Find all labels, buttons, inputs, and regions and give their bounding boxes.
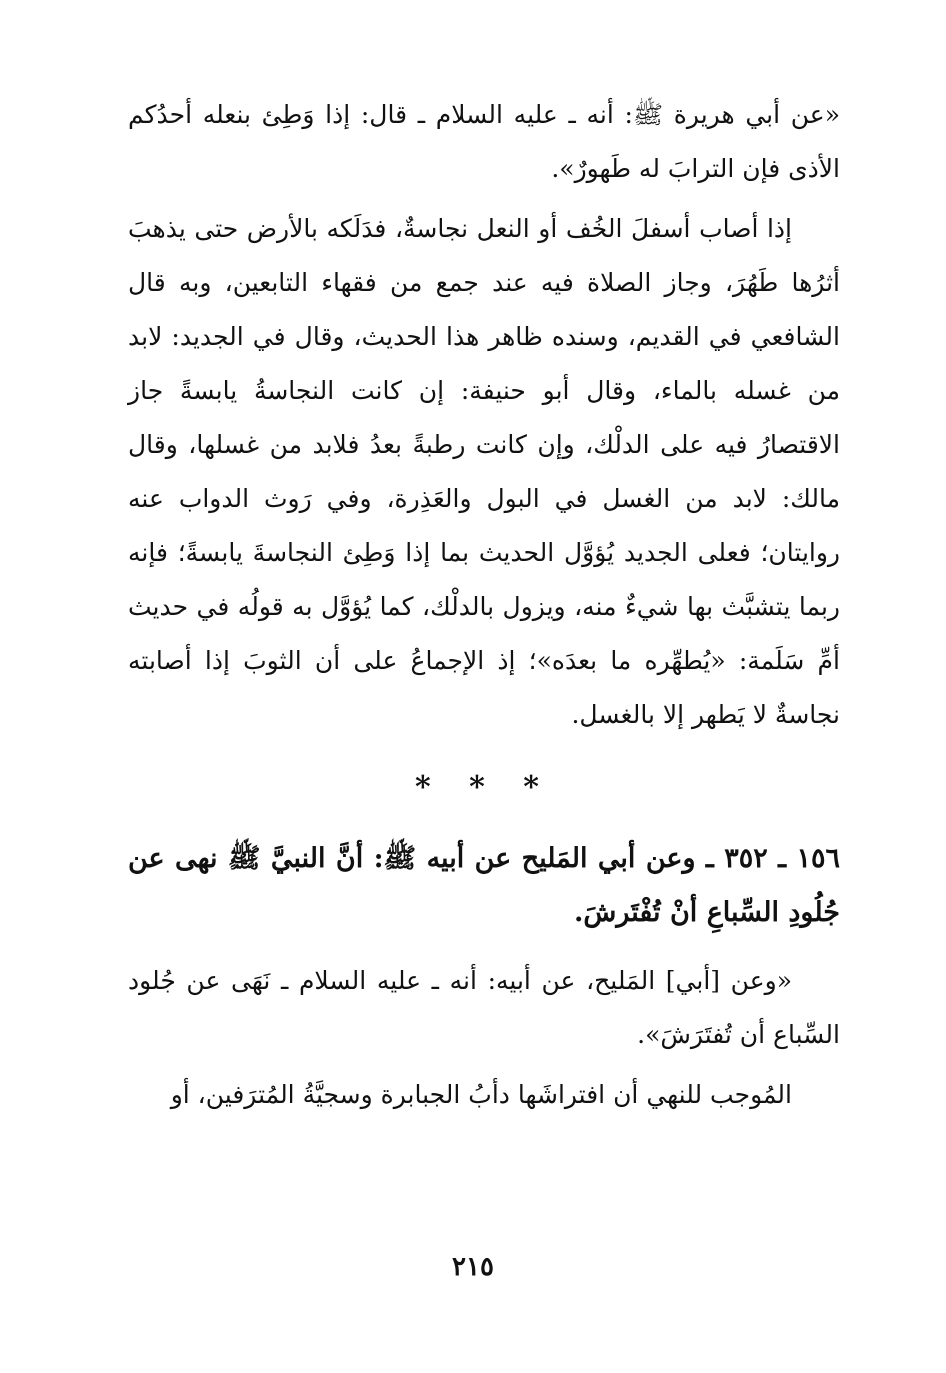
commentary-paragraph-2: المُوجب للنهي أن افتراشَها دأبُ الجبابرة وسجيَّةُ المُترَفين، أو <box>170 1080 792 1109</box>
quoted-hadith-paragraph-2: «وعن [أبي] المَليح، عن أبيه: أنه ـ عليه السلام ـ نَهَى عن جُلود السِّباع أن تُفتَرَشَ». <box>128 966 840 1049</box>
quoted-hadith-paragraph: «عن أبي هريرة ﷺ: أنه ـ عليه السلام ـ قال: إذا وَطِئ بنعله أحدُكم الأذى فإن الترابَ له طَهورٌ». <box>128 100 840 183</box>
page-content <box>128 88 840 1122</box>
page-number: ٢١٥ <box>452 1252 494 1282</box>
hadith-heading: ١٥٦ ـ ٣٥٢ ـ وعن أبي المَليح عن أبيه ﷺ: أنَّ النبيَّ ﷺ نهى عن جُلُودِ السِّباعِ أنْ تُفْتَرشَ. <box>128 843 840 928</box>
commentary-paragraph: إذا أصاب أسفلَ الخُف أو النعل نجاسةٌ، فدَلَكه بالأرض حتى يذهبَ أثرُها طَهُرَ، وجاز الصلاة فيه عند جمع من فقهاء التابعين، وبه قال الشافعي في القديم، وسنده ظاهر هذا الحديث، وقال في الجديد: لابد من غسله بالماء، وقال أبو حنيفة: إن كانت النجاسةُ يابسةً جاز الاقتصارُ فيه على الدلْك، وإن كانت رطبةً بعدُ فلابد من غسلها، وقال مالك: لابد من الغسل في البول والعَذِرة، وفي رَوث الدواب عنه روايتان؛ فعلى الجديد يُؤوَّل الحديث بما إذا وَطِئ النجاسةَ يابسةً؛ فإنه ربما يتشبَّث بها شيءٌ منه، ويزول بالدلْك، كما يُؤوَّل به قولُه في حديث أمِّ سَلَمة: «يُطهِّره ما بعدَه»؛ إذ الإجماعُ على أن الثوبَ إذا أصابته نجاسةٌ لا يَطهر إلا بالغسل. <box>128 214 840 729</box>
section-separator: * * * <box>415 770 553 805</box>
